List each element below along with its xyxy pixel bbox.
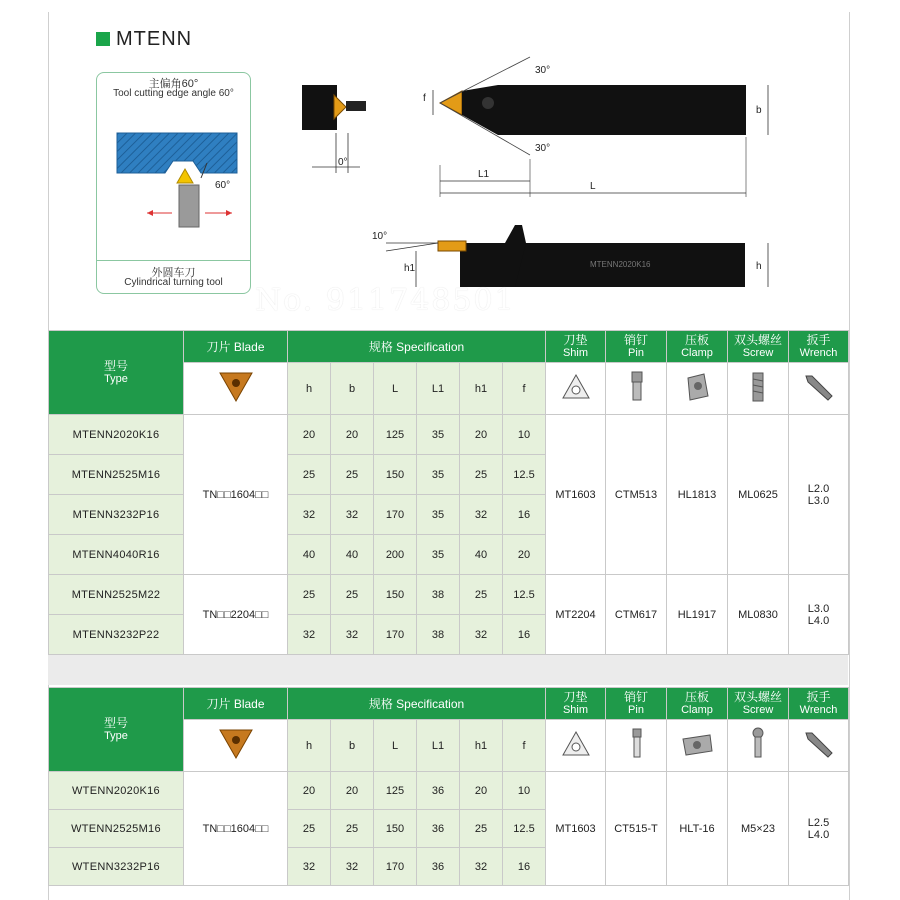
h-label: h xyxy=(756,261,762,272)
pin-header: 销钉 Pin xyxy=(606,331,667,363)
cell-h: 25 xyxy=(288,810,331,848)
pin-image xyxy=(606,363,667,415)
wrench-icon xyxy=(802,370,836,404)
b-label: b xyxy=(756,105,762,116)
cell-b: 20 xyxy=(331,415,374,455)
angle-card xyxy=(96,72,251,294)
col-b: b xyxy=(331,720,374,772)
shim-image xyxy=(546,720,606,772)
type-cell: MTENN2525M22 xyxy=(49,575,184,615)
spec-header: 规格 Specification xyxy=(288,688,546,720)
body-engraving: MTENN2020K16 xyxy=(590,260,651,269)
cell-L1: 36 xyxy=(417,848,460,886)
cell-h1: 20 xyxy=(460,415,503,455)
col-h1: h1 xyxy=(460,720,503,772)
shim-image xyxy=(546,363,606,415)
shim-icon xyxy=(561,372,591,402)
shim-header: 刀垫 Shim xyxy=(546,688,606,720)
wrench-cell: L2.5 L4.0 xyxy=(789,772,849,886)
cell-f: 12.5 xyxy=(503,455,546,495)
cell-b: 25 xyxy=(331,455,374,495)
cell-L: 200 xyxy=(374,535,417,575)
cell-L1: 35 xyxy=(417,535,460,575)
angle-title-cn: 主偏角60° xyxy=(148,78,199,90)
h1-label: h1 xyxy=(404,263,416,274)
pin-icon xyxy=(621,727,651,761)
shim-header: 刀垫 Shim xyxy=(546,331,606,363)
clamp-icon xyxy=(682,370,712,404)
wrench-image xyxy=(789,720,849,772)
bottom-angle-label: 30° xyxy=(535,143,551,154)
cell-h: 25 xyxy=(288,455,331,495)
wrench-cell: L2.0 L3.0 xyxy=(789,415,849,575)
cell-L1: 38 xyxy=(417,615,460,655)
shim-cell: MT1603 xyxy=(546,772,606,886)
cell-b: 32 xyxy=(331,615,374,655)
type-cell: WTENN3232P16 xyxy=(49,848,184,886)
cell-h1: 32 xyxy=(460,848,503,886)
table-separator xyxy=(48,655,848,685)
tool-drawing xyxy=(290,55,790,305)
shim-icon xyxy=(561,729,591,759)
cell-h1: 25 xyxy=(460,455,503,495)
col-L: L xyxy=(374,363,417,415)
col-L1: L1 xyxy=(417,363,460,415)
angle-60-label: 60° xyxy=(215,180,231,191)
spec-header: 规格 Specification xyxy=(288,331,546,363)
type-cell: MTENN2525M16 xyxy=(49,455,184,495)
triangle-insert-icon xyxy=(216,367,256,407)
cell-L1: 38 xyxy=(417,575,460,615)
watermark-text: No. 911748501 xyxy=(255,283,516,318)
type-cell: WTENN2525M16 xyxy=(49,810,184,848)
front-angle-label: 0° xyxy=(338,157,348,168)
cell-b: 25 xyxy=(331,810,374,848)
cell-h: 32 xyxy=(288,848,331,886)
shim-cell: MT2204 xyxy=(546,575,606,655)
spec-table-2 xyxy=(48,687,849,886)
cell-L: 150 xyxy=(374,810,417,848)
wrench-header: 扳手 Wrench xyxy=(789,331,849,363)
blade-header: 刀片 Blade xyxy=(184,331,288,363)
clamp-cell: HL1917 xyxy=(667,575,728,655)
clamp-image xyxy=(667,363,728,415)
cell-L1: 35 xyxy=(417,415,460,455)
L-label: L xyxy=(590,181,596,192)
turning-diagram xyxy=(97,103,250,258)
cell-L1: 35 xyxy=(417,455,460,495)
side-rake-label: 10° xyxy=(372,231,388,242)
cell-L: 125 xyxy=(374,415,417,455)
cell-L: 170 xyxy=(374,495,417,535)
blade-insert-image xyxy=(184,363,288,415)
cell-h1: 25 xyxy=(460,810,503,848)
col-h: h xyxy=(288,363,331,415)
type-cell: MTENN4040R16 xyxy=(49,535,184,575)
type-cell: MTENN2020K16 xyxy=(49,415,184,455)
cell-f: 10 xyxy=(503,415,546,455)
cell-h1: 25 xyxy=(460,575,503,615)
angle-title-en: Tool cutting edge angle 60° xyxy=(113,88,234,99)
cell-b: 32 xyxy=(331,495,374,535)
cell-f: 12.5 xyxy=(503,575,546,615)
clamp-icon xyxy=(680,729,714,759)
col-h: h xyxy=(288,720,331,772)
col-f: f xyxy=(503,720,546,772)
cell-f: 16 xyxy=(503,615,546,655)
pin-image xyxy=(606,720,667,772)
table-row xyxy=(49,415,849,455)
cell-h: 25 xyxy=(288,575,331,615)
screw-icon xyxy=(743,370,773,404)
cell-L: 170 xyxy=(374,615,417,655)
cell-h: 20 xyxy=(288,415,331,455)
screw-cell: M5×23 xyxy=(728,772,789,886)
screw-header: 双头螺丝 Screw xyxy=(728,688,789,720)
clamp-header: 压板 Clamp xyxy=(667,331,728,363)
blade-header: 刀片 Blade xyxy=(184,688,288,720)
cell-h1: 32 xyxy=(460,495,503,535)
type-cell: MTENN3232P22 xyxy=(49,615,184,655)
angle-card-divider xyxy=(97,260,250,261)
shim-cell: MT1603 xyxy=(546,415,606,575)
col-L1: L1 xyxy=(417,720,460,772)
cell-f: 20 xyxy=(503,535,546,575)
col-f: f xyxy=(503,363,546,415)
cell-h: 32 xyxy=(288,615,331,655)
screw-image xyxy=(728,720,789,772)
f-label: f xyxy=(423,93,426,104)
blade-insert-image xyxy=(184,720,288,772)
screw-image xyxy=(728,363,789,415)
brand-square-icon xyxy=(96,32,110,46)
col-L: L xyxy=(374,720,417,772)
cell-f: 16 xyxy=(503,848,546,886)
type-cell: MTENN3232P16 xyxy=(49,495,184,535)
pin-header: 销钉 Pin xyxy=(606,688,667,720)
cell-f: 10 xyxy=(503,772,546,810)
type-header: 型号 Type xyxy=(49,688,184,772)
pin-cell: CTM513 xyxy=(606,415,667,575)
table-row xyxy=(49,575,849,615)
clamp-cell: HLT-16 xyxy=(667,772,728,886)
cell-b: 20 xyxy=(331,772,374,810)
cell-h1: 20 xyxy=(460,772,503,810)
cell-b: 25 xyxy=(331,575,374,615)
blade-cell: TN□□1604□□ xyxy=(184,415,288,575)
cell-f: 12.5 xyxy=(503,810,546,848)
screw-cell: ML0830 xyxy=(728,575,789,655)
brand-name: MTENN xyxy=(116,27,193,50)
clamp-image xyxy=(667,720,728,772)
col-b: b xyxy=(331,363,374,415)
cell-f: 16 xyxy=(503,495,546,535)
cell-L: 150 xyxy=(374,575,417,615)
pin-cell: CTM617 xyxy=(606,575,667,655)
turning-tool-cn: 外圆车刀 xyxy=(151,267,196,279)
cell-h1: 32 xyxy=(460,615,503,655)
brand-title xyxy=(96,28,192,50)
cell-L1: 35 xyxy=(417,495,460,535)
cell-b: 32 xyxy=(331,848,374,886)
blade-cell: TN□□2204□□ xyxy=(184,575,288,655)
cell-h1: 40 xyxy=(460,535,503,575)
cell-L: 170 xyxy=(374,848,417,886)
cell-h: 20 xyxy=(288,772,331,810)
pin-cell: CT515-T xyxy=(606,772,667,886)
screw-icon xyxy=(743,727,773,761)
clamp-header: 压板 Clamp xyxy=(667,688,728,720)
cell-L: 150 xyxy=(374,455,417,495)
wrench-image xyxy=(789,363,849,415)
triangle-insert-icon xyxy=(216,724,256,764)
wrench-header: 扳手 Wrench xyxy=(789,688,849,720)
wrench-icon xyxy=(802,727,836,761)
cell-L1: 36 xyxy=(417,772,460,810)
cell-L: 125 xyxy=(374,772,417,810)
screw-header: 双头螺丝 Screw xyxy=(728,331,789,363)
turning-tool-en: Cylindrical turning tool xyxy=(124,277,223,288)
type-header: 型号 Type xyxy=(49,331,184,415)
blade-cell: TN□□1604□□ xyxy=(184,772,288,886)
table-row xyxy=(49,772,849,810)
cell-h: 40 xyxy=(288,535,331,575)
wrench-cell: L3.0 L4.0 xyxy=(789,575,849,655)
pin-icon xyxy=(621,370,651,404)
screw-cell: ML0625 xyxy=(728,415,789,575)
cell-b: 40 xyxy=(331,535,374,575)
L1-label: L1 xyxy=(478,169,490,180)
col-h1: h1 xyxy=(460,363,503,415)
top-angle-label: 30° xyxy=(535,65,551,76)
cell-h: 32 xyxy=(288,495,331,535)
cell-L1: 36 xyxy=(417,810,460,848)
clamp-cell: HL1813 xyxy=(667,415,728,575)
spec-table-1 xyxy=(48,330,849,655)
type-cell: WTENN2020K16 xyxy=(49,772,184,810)
